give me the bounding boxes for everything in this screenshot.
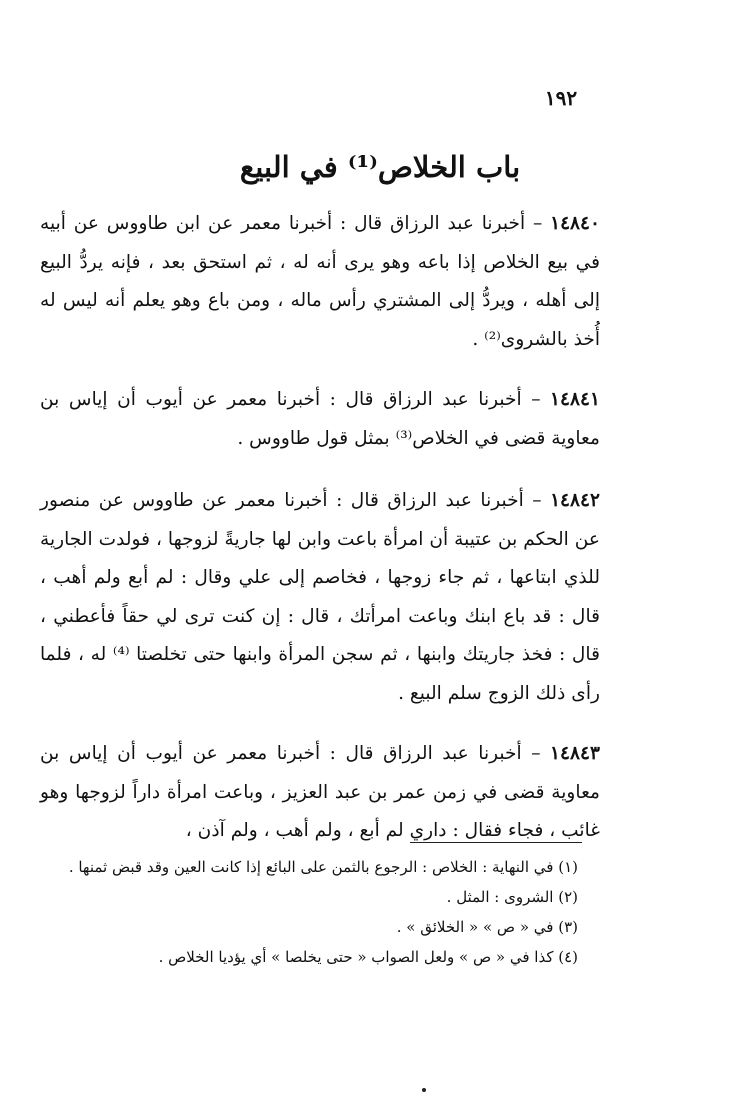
- hadith-paragraph: [40, 205, 600, 359]
- hadith-paragraph: [40, 735, 600, 851]
- page-number: ١٩٢: [544, 86, 578, 110]
- hadith-text: – أخبرنا عبد الرزاق قال : أخبرنا معمر عن طاووس عن منصور عن الحكم بن عتيبة أن امرأة باعت وابن لها جاريةً لزوجها ، فولدت الجارية للذي ابتاعها ، ثم جاء زوجها ، فخاصم إلى علي وقال : لم أبع ولم أهب ، قال : قد باع ابنك وباعت امرأتك ، قال : إن كنت ترى لي حقاً فأعطني ، قال : فخذ جاريتك وابنها ، ثم سجن المرأة وابنها حتى تخلصتا ⁽⁴⁾ له ، فلما رأى ذلك الزوج سلم البيع .: [40, 490, 600, 704]
- footnote: (٢) الشروى : المثل .: [446, 888, 578, 906]
- hadith-number: ١٤٨٤٣: [550, 743, 600, 764]
- footnote: (٤) كذا في « ص » ولعل الصواب « حتى يخلصا » أي يؤديا الخلاص .: [158, 948, 578, 966]
- hadith-number: ١٤٨٤٠: [550, 213, 601, 234]
- page-mark: [422, 1088, 426, 1092]
- footnote: (٣) في « ص » « الخلائق » .: [396, 918, 578, 936]
- chapter-title: باب الخلاص⁽¹⁾ في البيع: [239, 150, 521, 184]
- footnote-separator: [410, 842, 582, 843]
- hadith-number: ١٤٨٤١: [550, 389, 600, 410]
- hadith-text: – أخبرنا عبد الرزاق قال : أخبرنا معمر عن ابن طاووس عن أبيه في بيع الخلاص إذا باعه وهو يرى أنه له ، ثم استحق بعد ، فإنه يردُّ البيع إلى أهله ، ويردُّ إلى المشتري رأس ماله ، ومن باع وهو يعلم أنه ليس له أُخذ بالشروى⁽²⁾ .: [40, 213, 600, 350]
- footnote: (١) في النهاية : الخلاص : الرجوع بالثمن على البائع إذا كانت العين وقد قبض ثمنها .: [68, 858, 578, 876]
- footnotes: [40, 852, 592, 972]
- hadith-number: ١٤٨٤٢: [550, 490, 600, 511]
- hadith-list: [40, 205, 600, 873]
- hadith-paragraph: [40, 482, 600, 713]
- hadith-text: – أخبرنا عبد الرزاق قال : أخبرنا معمر عن أيوب أن إياس بن معاوية قضى في زمن عمر بن عبد العزيز ، وباعت امرأة داراً لزوجها وهو غائب ، فجاء فقال : داري لم أبع ، ولم أهب ، ولم آذن ،: [40, 743, 600, 841]
- hadith-text: – أخبرنا عبد الرزاق قال : أخبرنا معمر عن أيوب أن إياس بن معاوية قضى في الخلاص⁽³⁾ بمثل قول طاووس .: [40, 389, 600, 449]
- hadith-paragraph: [40, 381, 600, 458]
